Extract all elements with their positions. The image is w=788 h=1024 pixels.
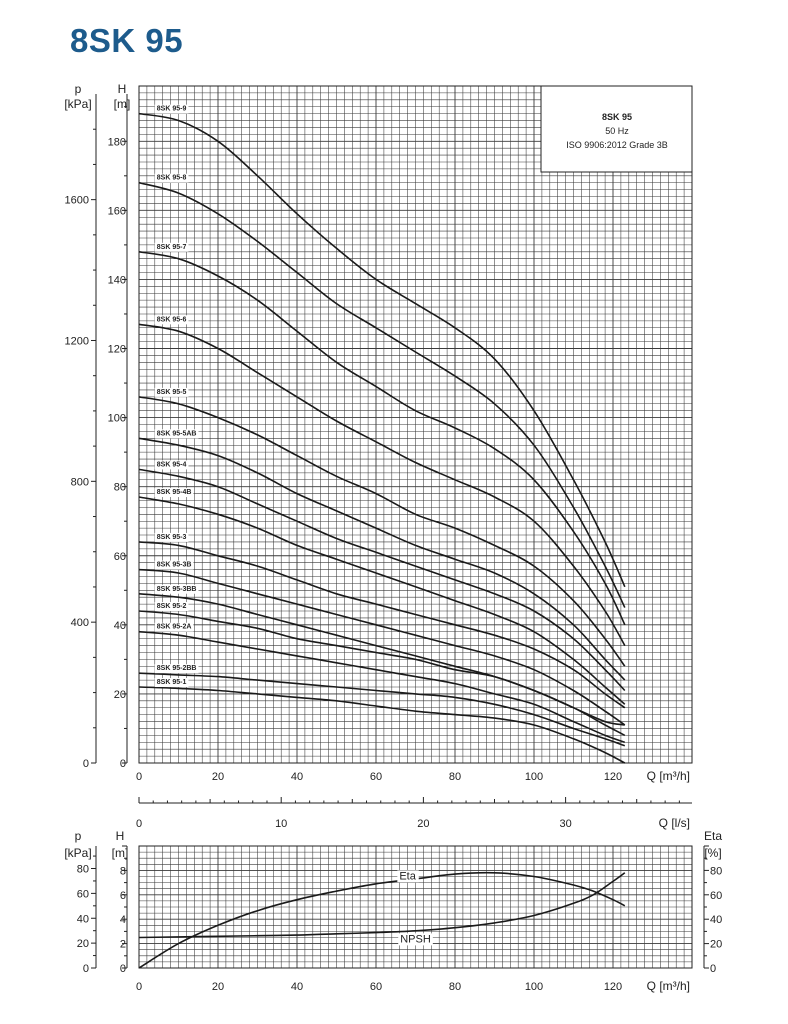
eta-axis-title: Eta: [703, 829, 723, 843]
h-axis-tick-label: 140: [107, 274, 126, 287]
main-chart-grid: [139, 86, 692, 763]
h-axis-tick-label: 0: [119, 758, 126, 770]
h-axis-tick-label: 40: [113, 619, 126, 632]
curve-label-8sk-95-3b: 8SK 95-3B: [156, 561, 192, 569]
secondary-flow-axis: [136, 797, 692, 830]
curve-label-8sk-95-3: 8SK 95-3: [156, 533, 187, 541]
curve-label-8sk-95-6: 8SK 95-6: [156, 316, 187, 324]
h-axis-unit: [m]: [113, 97, 131, 111]
lower-chart-grid: [139, 846, 692, 968]
main-x-tick-label: 0: [135, 771, 143, 783]
p-axis-tick-label: 0: [82, 758, 89, 770]
lower-x-tick-label: 60: [369, 981, 383, 993]
secondary-axis-title: Q [l/s]: [658, 816, 690, 830]
h-axis-tick-label: 160: [107, 205, 126, 218]
lower-h-axis-tick-label: 6: [119, 889, 126, 902]
lower-x-tick-label: 100: [524, 981, 544, 993]
p-axis-title: p: [74, 82, 82, 96]
p-axis-tick-label: 800: [70, 476, 89, 489]
curve-label-8sk-95-1: 8SK 95-1: [156, 679, 187, 687]
h-axis-tick-label: 100: [107, 412, 126, 425]
info-box-standard: ISO 9906:2012 Grade 3B: [566, 140, 668, 150]
curve-label-8sk-95-5ab: 8SK 95-5AB: [156, 430, 197, 438]
secondary-axis-tick-label: 20: [417, 818, 430, 830]
curve-label-8sk-95-3bb: 8SK 95-3BB: [156, 585, 197, 593]
curve-label-8sk-95-2bb: 8SK 95-2BB: [156, 665, 197, 673]
lower-x-tick-label: 0: [135, 981, 143, 993]
curve-label-8sk-95-5: 8SK 95-5: [156, 388, 187, 396]
h-axis-tick-label: 20: [113, 688, 126, 701]
lower-p-axis-tick-label: 40: [76, 913, 89, 926]
lower-p-axis-tick-label: 0: [82, 963, 89, 975]
lower-p-axis-title: p: [74, 829, 82, 843]
lower-x-tick-label: 20: [211, 981, 225, 993]
h-axis-title: H: [117, 82, 127, 96]
curve-eta: [139, 873, 625, 968]
lower-h-axis-tick-label: 8: [119, 865, 126, 878]
lower-x-axis-title: Q [m³/h]: [646, 979, 690, 993]
p-axis-unit: [kPa]: [64, 97, 92, 111]
p-axis-tick-label: 1200: [64, 335, 89, 348]
eta-axis-tick-label: 20: [710, 938, 723, 951]
main-x-tick-label: 80: [448, 771, 462, 783]
curve-8sk-95-9: [139, 114, 625, 587]
curve-label-8sk-95-8: 8SK 95-8: [156, 174, 187, 182]
secondary-axis-tick-label: 30: [559, 818, 572, 830]
curve-8sk-95-2bb: [139, 673, 625, 746]
p-axis-tick-label: 1600: [64, 194, 89, 207]
p-axis-tick-label: 400: [70, 617, 89, 630]
lower-x-tick-label: 40: [290, 981, 304, 993]
lower-p-axis-tick-label: 80: [76, 863, 89, 876]
h-axis-tick-label: 120: [107, 343, 126, 356]
lower-x-tick-label: 80: [448, 981, 462, 993]
info-box-frequency: 50 Hz: [605, 126, 629, 136]
secondary-axis-tick-label: 10: [275, 818, 288, 830]
main-x-tick-label: 40: [290, 771, 304, 783]
lower-p-axis-tick-label: 20: [76, 938, 89, 951]
info-box: [541, 86, 692, 172]
secondary-axis-tick-label: 0: [135, 818, 143, 830]
lower-p-axis-tick-label: 60: [76, 888, 89, 901]
lower-h-axis-unit: [m]: [111, 846, 129, 860]
h-axis-tick-label: 60: [113, 550, 126, 563]
curve-label-8sk-95-2a: 8SK 95-2A: [156, 623, 192, 631]
lower-x-tick-label: 120: [603, 981, 623, 993]
curve-label-8sk-95-4: 8SK 95-4: [156, 461, 187, 469]
curve-label-npsh: NPSH: [400, 933, 431, 946]
eta-axis-tick-label: 80: [710, 865, 723, 878]
h-axis-tick-label: 180: [107, 136, 126, 149]
lower-p-axis-unit: [kPa]: [64, 846, 92, 860]
h-axis-tick-label: 80: [113, 481, 126, 494]
lower-h-axis-tick-label: 4: [119, 914, 126, 927]
curve-label-8sk-95-4b: 8SK 95-4B: [156, 489, 192, 497]
curve-label-8sk-95-2: 8SK 95-2: [156, 603, 187, 611]
curve-label-8sk-95-7: 8SK 95-7: [156, 243, 187, 251]
curve-label-eta: Eta: [399, 870, 416, 883]
eta-axis-tick-label: 40: [710, 914, 723, 927]
info-box-model: 8SK 95: [601, 112, 633, 122]
main-x-tick-label: 100: [524, 771, 544, 783]
page-title: 8SK 95: [70, 22, 184, 59]
main-x-tick-label: 60: [369, 771, 383, 783]
lower-h-axis-tick-label: 2: [119, 938, 126, 951]
eta-axis-unit: [%]: [704, 846, 722, 860]
curve-8sk-95-8: [139, 183, 625, 611]
eta-axis-tick-label: 60: [710, 889, 723, 902]
lower-h-axis-title: H: [115, 829, 125, 843]
main-x-axis-title: Q [m³/h]: [646, 769, 690, 783]
main-x-tick-label: 120: [603, 771, 623, 783]
lower-h-axis-tick-label: 0: [119, 963, 126, 975]
curve-label-8sk-95-9: 8SK 95-9: [156, 105, 187, 113]
eta-axis-tick-label: 0: [710, 963, 717, 975]
main-x-tick-label: 20: [211, 771, 225, 783]
